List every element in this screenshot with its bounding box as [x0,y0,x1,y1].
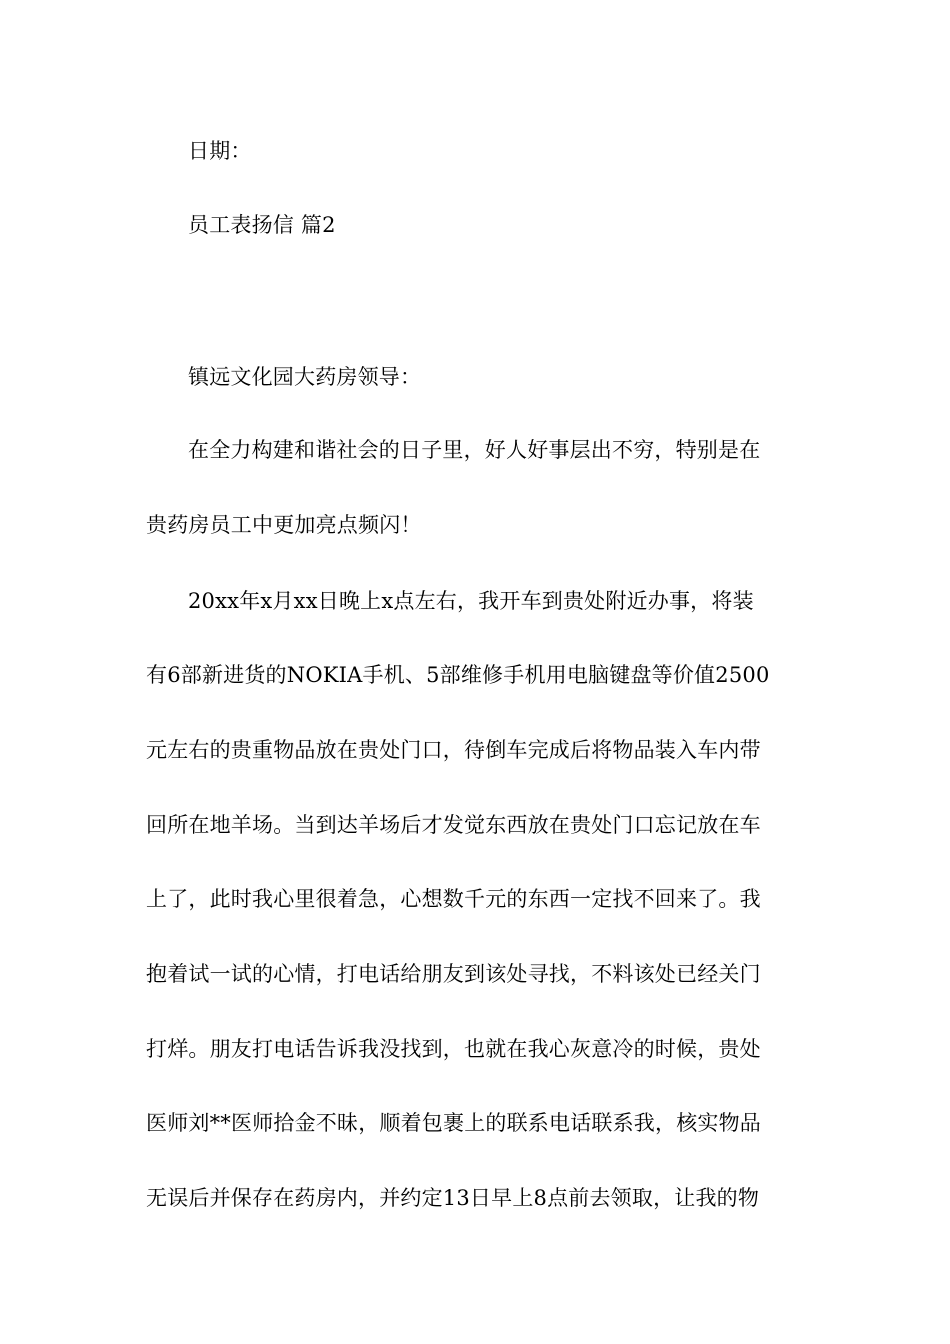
letter-heading: 员工表扬信 篇2 [188,213,336,237]
body-line: 无误后并保存在药房内，并约定13日早上8点前去领取，让我的物 [146,1186,760,1210]
body-line: 抱着试一试的心情，打电话给朋友到该处寻找，不料该处已经关门 [146,962,761,986]
date-label: 日期： [188,139,252,163]
body-line: 在全力构建和谐社会的日子里，好人好事层出不穷，特别是在 [188,438,761,462]
body-line: 元左右的贵重物品放在贵处门口，待倒车完成后将物品装入车内带 [146,738,761,762]
body-line: 医师刘**医师拾金不昧，顺着包裹上的联系电话联系我，核实物品 [146,1111,761,1135]
body-line: 打烊。朋友打电话告诉我没找到，也就在我心灰意冷的时候，贵处 [146,1037,761,1061]
body-line: 贵药房员工中更加亮点频闪！ [146,513,422,537]
body-line: 20xx年x月xx日晚上x点左右，我开车到贵处附近办事，将装 [188,589,754,613]
body-line: 上了，此时我心里很着急，心想数千元的东西一定找不回来了。我 [146,887,761,911]
salutation: 镇远文化园大药房领导： [188,365,422,389]
body-line: 回所在地羊场。当到达羊场后才发觉东西放在贵处门口忘记放在车 [146,813,761,837]
body-line: 有6部新进货的NOKIA手机、5部维修手机用电脑键盘等价值2500 [146,663,770,687]
